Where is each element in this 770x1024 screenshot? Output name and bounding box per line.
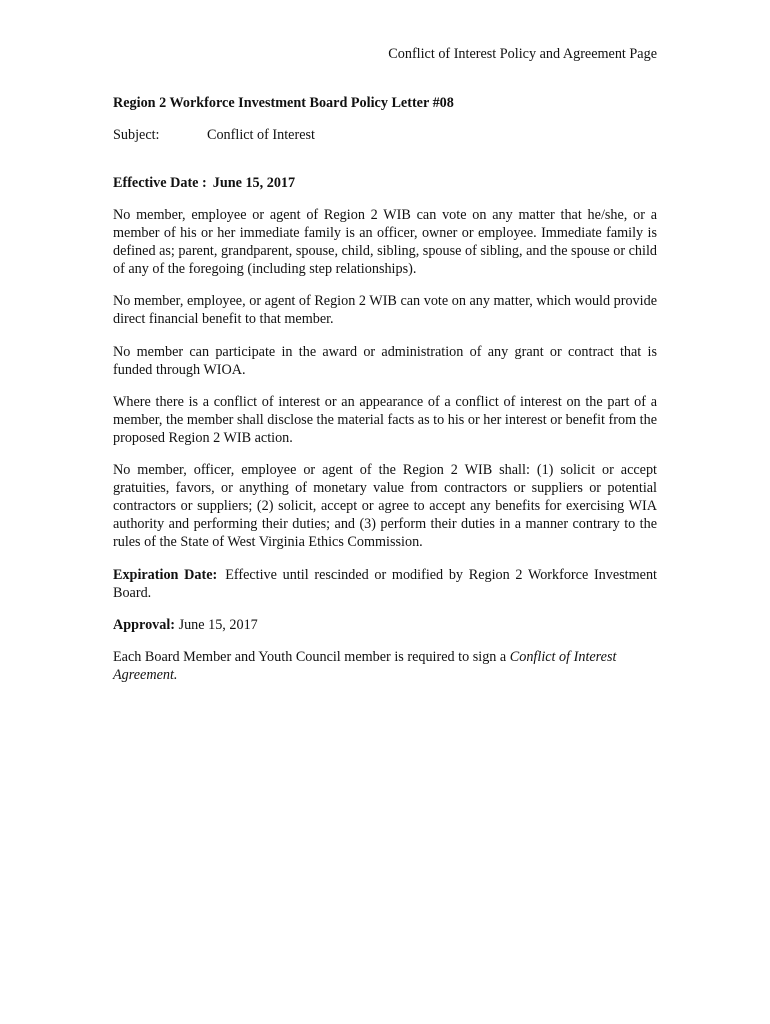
closing-paragraph xyxy=(113,648,657,684)
approval-text: June 15, 2017 xyxy=(178,616,258,633)
closing-text: Each Board Member and Youth Council member is required to sign a xyxy=(113,648,507,665)
subject-line xyxy=(113,126,657,144)
expiration-text: Effective until rescinded or modified by Region 2 Workforce Investment Board. xyxy=(113,566,657,601)
effective-date-label: Effective Date : xyxy=(113,175,207,191)
paragraph-voting-family: No member, employee or agent of Region 2 WIB can vote on any matter that he/she, or a member of his or her immediate family is an officer, owner or employee. Immediate family is defined as; parent, grandparent, spouse, child, sibling, spouse of sibling, and the spouse or child of any of the foregoing (including step relationships). xyxy=(113,207,657,278)
closing-agreement-title: Conflict of Interest Agreement. xyxy=(113,648,617,683)
letter-title: Region 2 Workforce Investment Board Policy Letter #08 xyxy=(113,95,454,111)
approval-paragraph xyxy=(113,616,657,634)
approval-label: Approval: xyxy=(113,616,176,633)
letter-body xyxy=(113,94,657,684)
expiration-label: Expiration Date: xyxy=(113,566,218,583)
effective-date-line xyxy=(113,174,657,192)
expiration-paragraph xyxy=(113,566,657,602)
effective-date-value: June 15, 2017 xyxy=(212,175,296,191)
paragraph-grant-participation: No member can participate in the award or administration of any grant or contract that is funded through WIOA. xyxy=(113,343,657,378)
running-header: Conflict of Interest Policy and Agreement Page xyxy=(388,46,657,62)
paragraph-solicitation: No member, officer, employee or agent of the Region 2 WIB shall: (1) solicit or accept gratuities, favors, or anything of monetary value from contractors or suppliers or potential contractors or suppliers; (2) solicit, accept or agree to accept any benefits for exercising WIA authority and performing their duties; and (3) perform their duties in a manner contrary to the rules of the State of West Virginia Ethics Commission. xyxy=(113,462,657,551)
subject-label: Subject: xyxy=(113,127,160,143)
paragraph-financial-benefit: No member, employee, or agent of Region 2 WIB can vote on any matter, which would provide direct financial benefit to that member. xyxy=(113,293,657,328)
paragraph-disclosure: Where there is a conflict of interest or an appearance of a conflict of interest on the part of a member, the member shall disclose the material facts as to his or her interest or benefit from the proposed Region 2 WIB action. xyxy=(113,393,657,446)
subject-value: Conflict of Interest xyxy=(207,127,315,143)
